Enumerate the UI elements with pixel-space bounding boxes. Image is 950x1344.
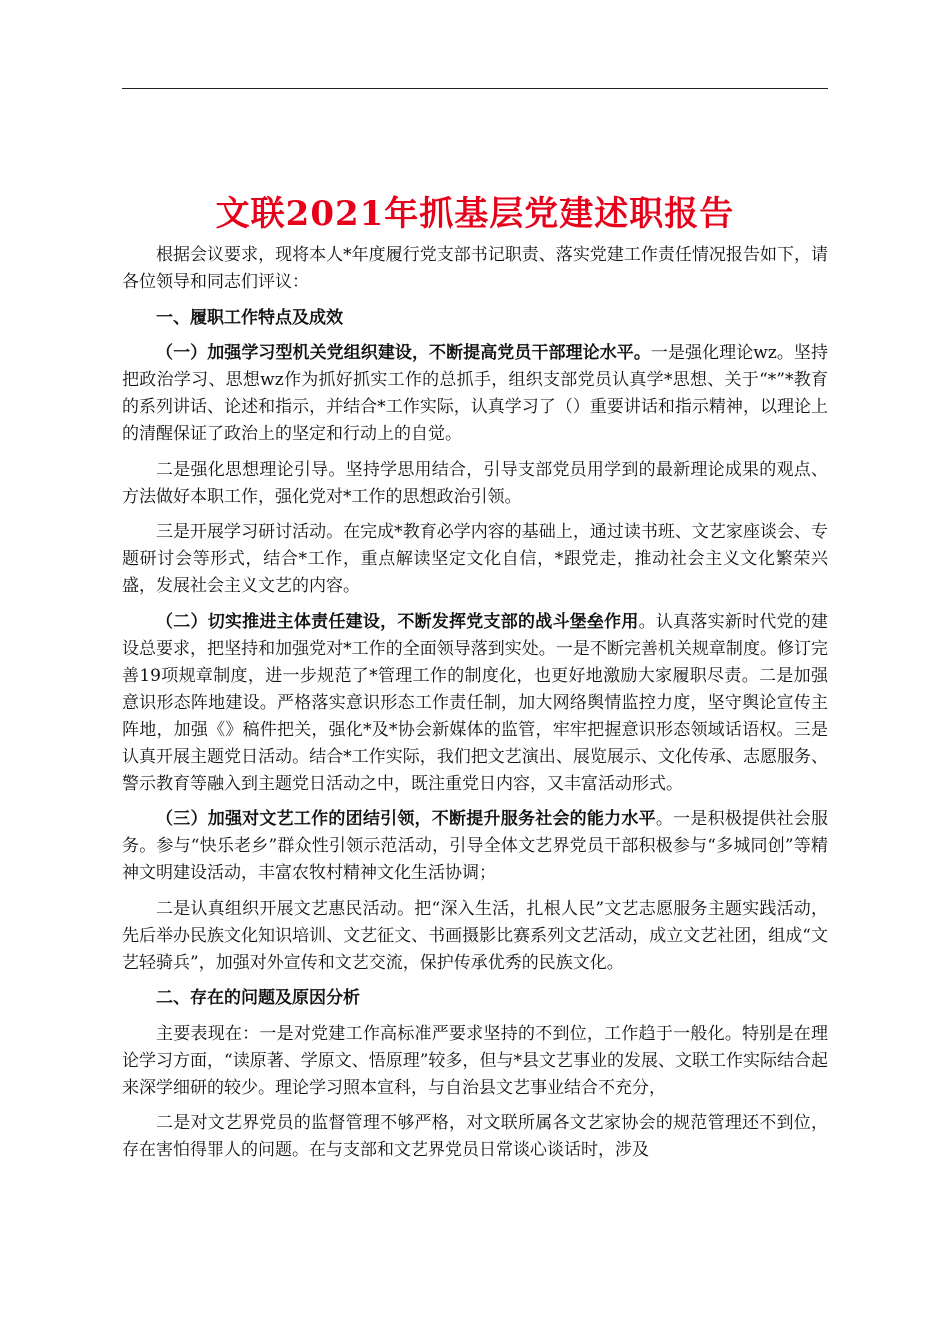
section-heading: 二、存在的问题及原因分析 (156, 988, 360, 1008)
paragraph-text: 。认真落实新时代党的建设总要求，把坚持和加强党对*工作的全面领导落到实处。一是不断完善机关规章制度。修订完善19项规章制度，进一步规范了*管理工作的制度化，也更好地激励大家履职尽责。二是加强意识形态阵地建设。严格落实意识形态工作责任制，加大网络舆情监控力度，坚守舆论宣传主阵地，加强《》稿件把关，强化*及*协会新媒体的监管，牢牢把握意识形态领域话语权。三是认真开展主题党日活动。结合*工作实际，我们把文艺演出、展览展示、文化传承、志愿服务、警示教育等融入到主题党日活动之中，既注重党日内容，又丰富活动形式。 (122, 611, 829, 794)
intro-paragraph: 根据会议要求，现将本人*年度履行党支部书记职责、落实党建工作责任情况报告如下，请各位领导和同志们评议： (122, 245, 828, 292)
paragraph-text: 一是强化理论wz。坚持把政治学习、思想wz作为抓好抓实工作的总抓手，组织支部党员认真学*思想、关于“*”*教育的系列讲话、论述和指示，并结合*工作实际，认真学习了（）重要讲话和指示精神，以理论上的清醒保证了政治上的坚定和行动上的自觉。 (122, 343, 829, 444)
subsection-paragraph (122, 609, 828, 798)
paragraph-text: 。一是积极提供社会服务。参与“快乐老乡”群众性引领示范活动，引导全体文艺界党员干部积极参与“多城同创”等精神文明建设活动，丰富农牧村精神文化生活协调； (122, 809, 829, 883)
subsection-lead: （二）切实推进主体责任建设，不断发挥党支部的战斗堡垒作用 (156, 611, 639, 632)
body-paragraph: 三是开展学习研讨活动。在完成*教育必学内容的基础上，通过读书班、文艺家座谈会、专题研讨会等形式，结合*工作，重点解读坚定文化自信，*跟党走，推动社会主义文化繁荣兴盛，发展社会主义文艺的内容。 (122, 522, 828, 596)
body-paragraph: 二是强化思想理论引导。坚持学思用结合，引导支部党员用学到的最新理论成果的观点、方法做好本职工作，强化党对*工作的思想政治引领。 (122, 459, 828, 507)
document-title: 文联2021年抓基层党建述职报告 (215, 194, 735, 234)
header-rule (122, 88, 828, 89)
document-body (122, 242, 828, 1173)
subsection-lead: （三）加强对文艺工作的团结引领，不断提升服务社会的能力水平 (156, 809, 656, 829)
section-heading: 一、履职工作特点及成效 (156, 307, 343, 328)
body-paragraph: 主要表现在：一是对党建工作高标准严要求坚持的不到位，工作趋于一般化。特别是在理论学习方面，“读原著、学原文、悟原理”较多，但与*县文艺事业的发展、文联工作实际结合起来深学细研的较少。理论学习照本宣科，与自治县文艺事业结合不充分， (122, 1023, 828, 1098)
subsection-lead: （一）加强学习型机关党组织建设，不断提高党员干部理论水平。 (156, 343, 651, 363)
subsection-paragraph (122, 806, 828, 887)
body-paragraph: 二是认真组织开展文艺惠民活动。把“深入生活，扎根人民”文艺志愿服务主题实践活动，先后举办民族文化知识培训、文艺征文、书画摄影比赛系列文艺活动，成立文艺社团，组成“文艺轻骑兵”，加强对外宣传和文艺交流，保护传承优秀的民族文化。 (122, 898, 828, 973)
body-paragraph: 二是对文艺界党员的监督管理不够严格，对文联所属各文艺家协会的规范管理还不到位，存在害怕得罪人的问题。在与支部和文艺界党员日常谈心谈话时，涉及 (122, 1113, 828, 1160)
subsection-paragraph (122, 340, 828, 448)
